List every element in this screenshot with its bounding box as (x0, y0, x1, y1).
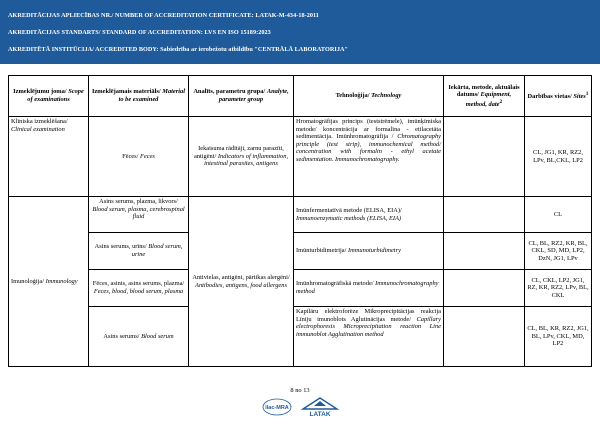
equipment-cell (444, 270, 525, 307)
column-header-sites: Darbības vietas/ Sites$^1$ (525, 76, 592, 117)
technology-cell: Kapilāru elektroforēze Mikroprecipitācijas reakcija Līniju imunoblots Aglutinācijas metode/ Capillary electrophoresis Microprecipitation reaction Line immunoblot Agglutination method (294, 307, 444, 367)
accreditation-header (0, 0, 600, 64)
table-row (9, 197, 592, 233)
sites-cell: CL (525, 197, 592, 233)
certificate-number-line: AKREDITĀCIJAS APLIECĪBAS NR./ NUMBER OF ACCREDITATION CERTIFICATE: LATAK-M-434-18-2011 (8, 12, 319, 19)
accreditation-standard-line: AKREDITĀCIJAS STANDARTS/ STANDARD OF ACCREDITATION: LVS EN ISO 15189:2023 (8, 29, 271, 36)
material-cell: Asins serums, plazma, likvors/ Blood serum, plasma, cerebrospinal fluid (89, 197, 189, 233)
sites-cell: CL, BL, KR, RZ2, JG1, BL, LPv, CKL, MD, LP2 (525, 307, 592, 367)
table-row (9, 307, 592, 367)
table-row (9, 233, 592, 270)
material-cell: Asins serums, urīns/ Blood serum, urine (89, 233, 189, 270)
material-cell: Fēces, asinis, asins serums, plazma/ Feces, blood, blood serum, plasma (89, 270, 189, 307)
equipment-cell (444, 233, 525, 270)
column-header-analyte: Analīts, parametru grupa/ Analyte, parameter group (189, 76, 294, 117)
latak-logo-text: LATAK (309, 411, 331, 418)
analyte-cell: Iekaisuma rādītāji, zarnu parazīti, antigēni/ Indicators of inflammation, intestinal parasites, antigens (189, 117, 294, 197)
technology-cell: Imūnhromatogrāfiskā metode/ Immunochromatography method (294, 270, 444, 307)
ilac-logo-text: ilac-MRA (265, 405, 289, 411)
sites-cell: CL, CKL, LP2, JG1, RZ, KR, RZ2, LPv, BL, CKL (525, 270, 592, 307)
analyte-cell-immunology: Antivielas, antigēni, pārtikas alergēni/ Antibodies, antigens, food allergens (189, 197, 294, 367)
scope-cell: Klīniska izmeklēšana/ Clinical examination (9, 117, 89, 197)
sites-cell: CL, JG1, KR, RZ2, LPv, BL,CKL, LP2 (525, 117, 592, 197)
table-row (9, 270, 592, 307)
table-header-row (9, 76, 592, 117)
technology-cell: Hromatogrāfijas princips (teststrēmele), imūnķīmiska metode/ koncentrācija ar formalīna - etilacetāta sedimentācija. Imūnhromatogrāfija / Chromatography principle (test strip), immunochemical method/ concentration with formalin - ethyl acetate sedimentation. Immunochromatography. (294, 117, 444, 197)
technology-cell: Imūnfermentatīvā metode (ELISA, EIA)/ Immunoenzymatic methods (ELISA, EIA) (294, 197, 444, 233)
scope-cell-immunology: Imunoloģija/ Immunology (9, 197, 89, 367)
accreditation-scope-table (8, 75, 592, 367)
material-cell: Asins serums/ Blood serum (89, 307, 189, 367)
table-row (9, 117, 592, 197)
column-header-material: Izmeklējamais materiāls/ Material to be examined (89, 76, 189, 117)
technology-cell: Imūnturbidimetrija/ Immunoturbidimetry (294, 233, 444, 270)
material-cell: Fēces/ Feces (89, 117, 189, 197)
page-number: 8 no 13 (290, 387, 310, 394)
ilac-mra-logo (262, 398, 292, 421)
column-header-scope: Izmeklējumu joma/ Scope of examinations (9, 76, 89, 117)
equipment-cell (444, 197, 525, 233)
equipment-cell (444, 117, 525, 197)
column-header-technology: Tehnoloģija/ Technology (294, 76, 444, 117)
sites-cell: CL, BL, RZ2, KR, BL, CKL, SD, MD, LP2, DzN, JG1, LPv (525, 233, 592, 270)
equipment-cell (444, 307, 525, 367)
column-header-equipment: Iekārta, metode, aktuālais datums/ Equipment, method, date$^2$ (444, 76, 525, 117)
accredited-body-line: AKREDITĒTĀ INSTITŪCIJA/ ACCREDITED BODY: Sabiedrība ar ierobežotu atbildību "CENTRĀLĀ LABORATORIJA" (8, 46, 348, 53)
